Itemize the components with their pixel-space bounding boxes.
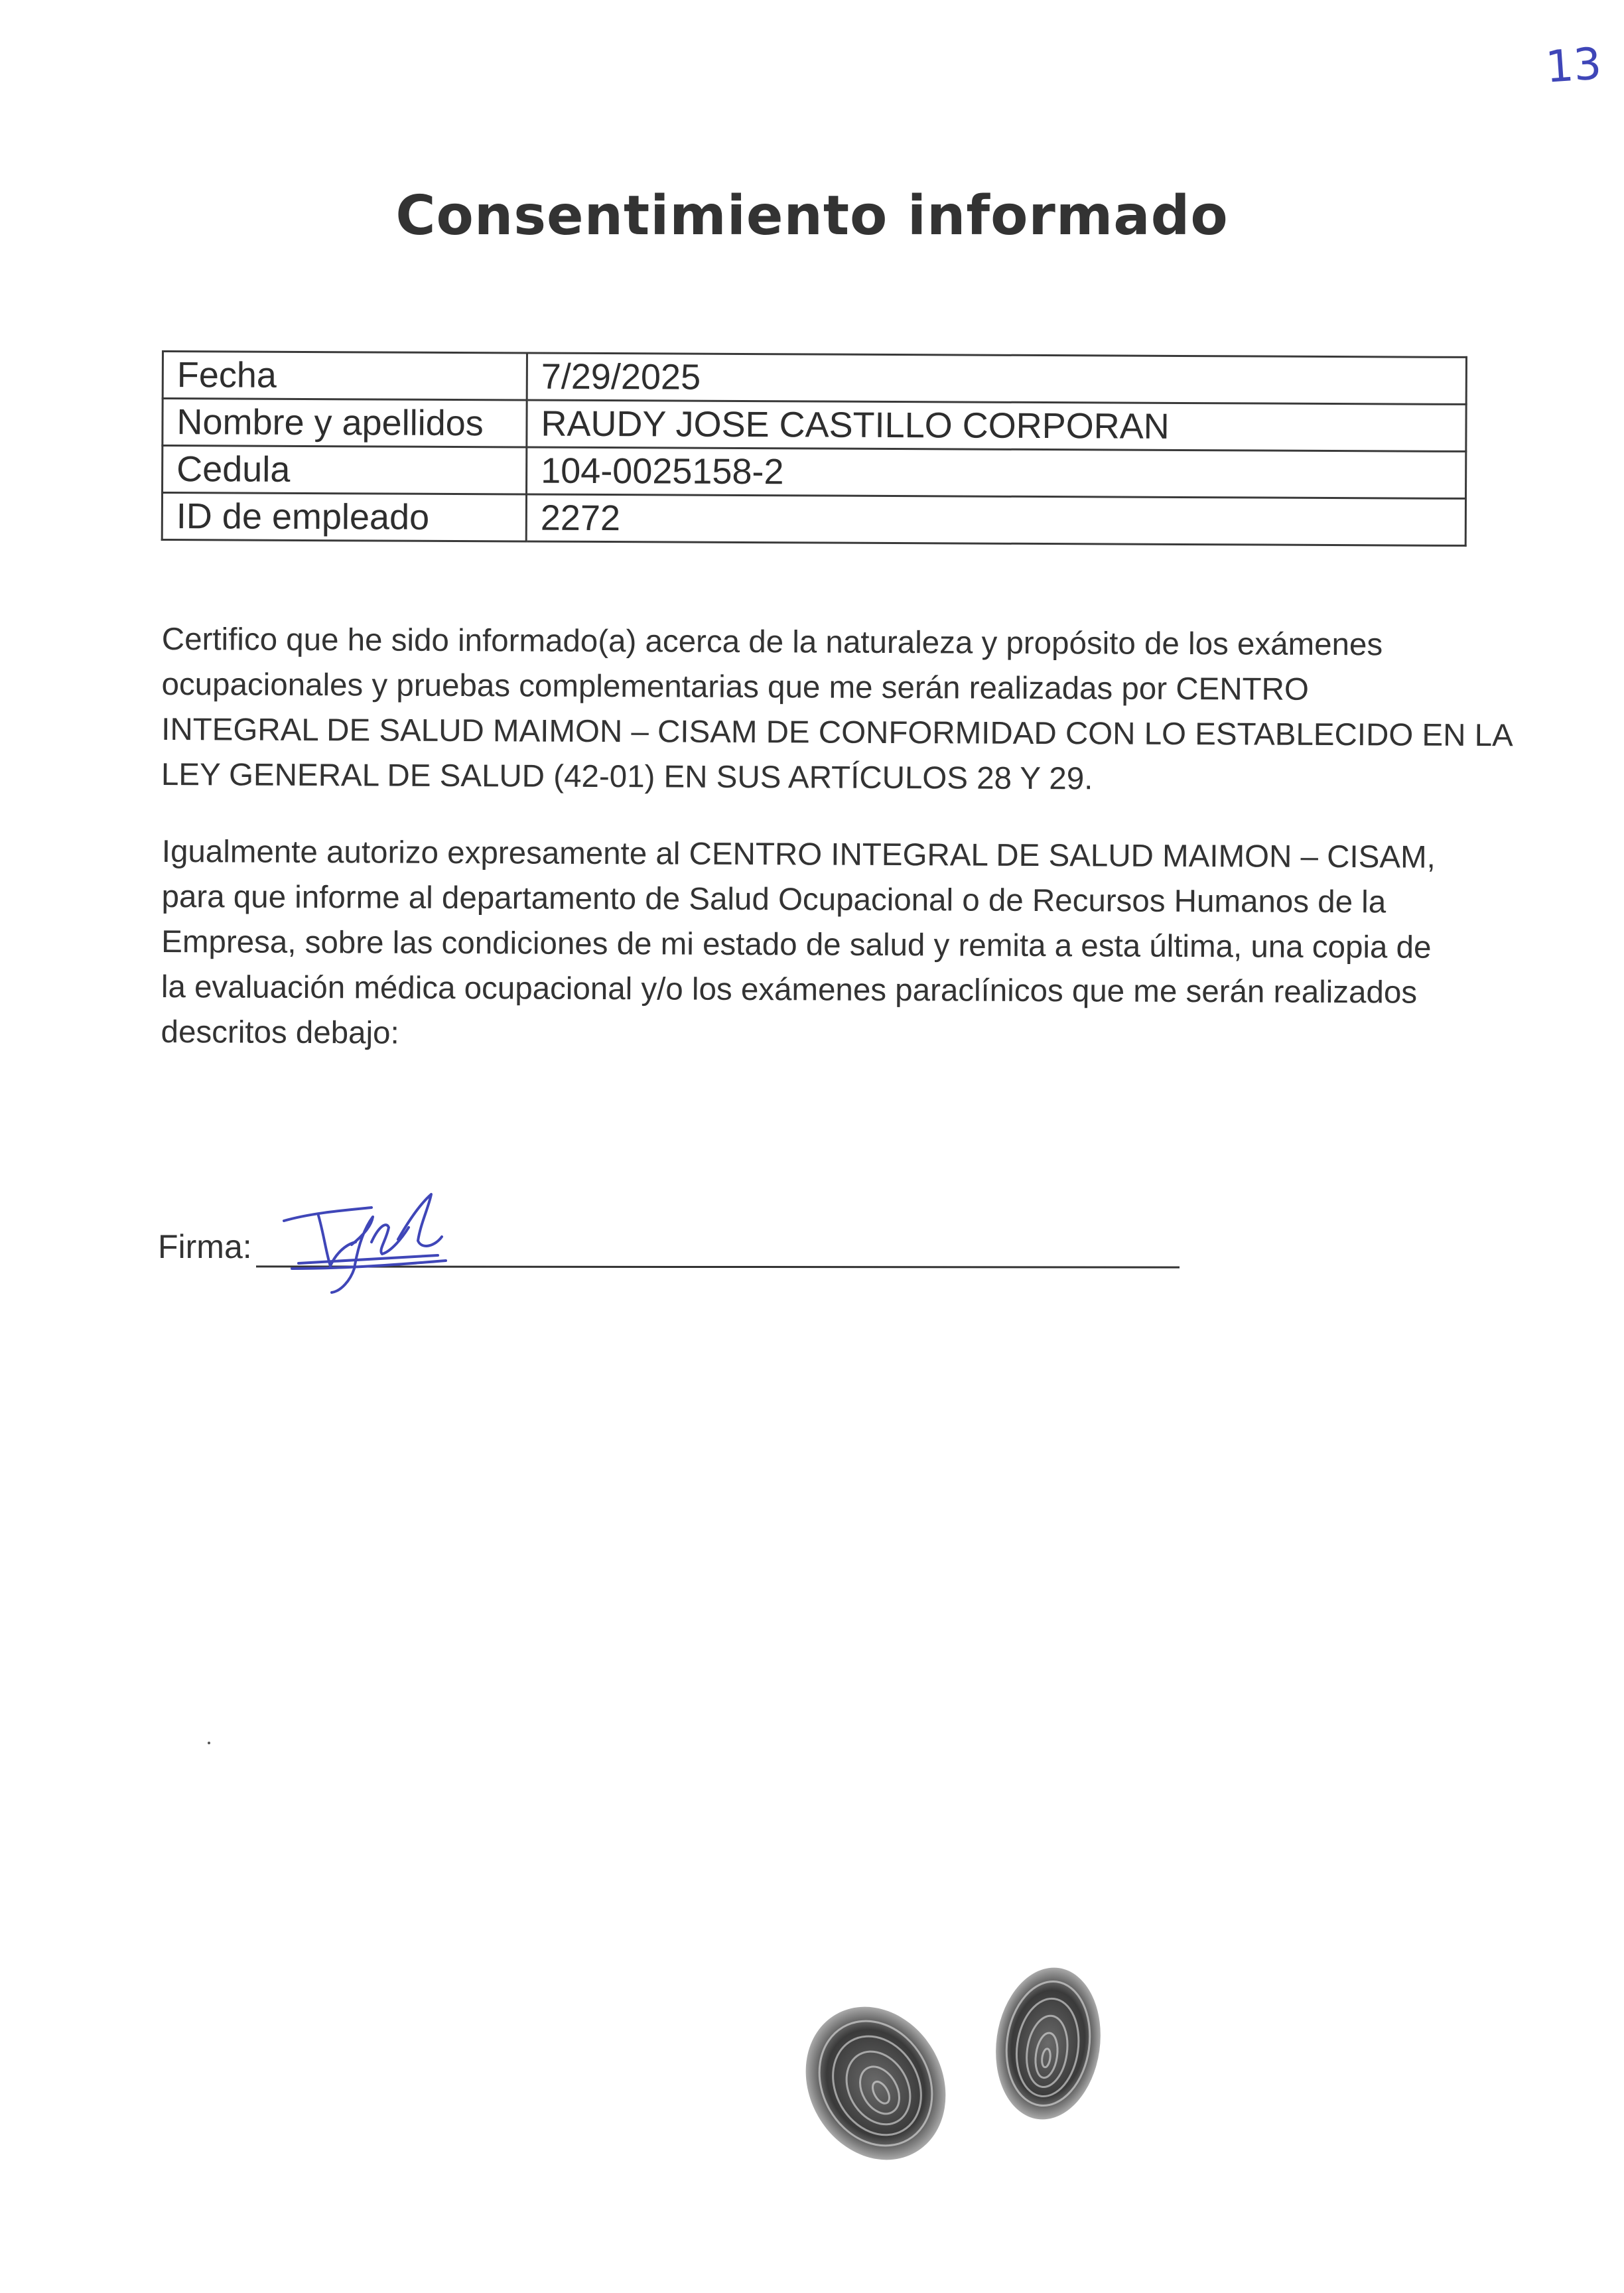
paragraph-line: descritos debajo: (161, 1014, 399, 1051)
paragraph-line: LEY GENERAL DE SALUD (42-01) EN SUS ARTÍCULOS 28 Y 29. (161, 756, 1093, 797)
row-value: 2272 (526, 494, 1465, 545)
row-label: Nombre y apellidos (163, 399, 527, 447)
fingerprint-marks (789, 1951, 1134, 2163)
paragraph-line: INTEGRAL DE SALUD MAIMON – CISAM DE CONFORMIDAD CON LO ESTABLECIDO EN LA (161, 711, 1513, 754)
paragraph-line: ocupacionales y pruebas complementarias que me serán realizadas por CENTRO (161, 666, 1309, 707)
paragraph-line: la evaluación médica ocupacional y/o los exámenes paraclínicos que me serán realizados (161, 969, 1418, 1010)
page-number: 13 (1544, 38, 1603, 93)
row-label: Cedula (163, 446, 527, 494)
document-title: Consentimiento informado (395, 184, 1229, 247)
row-label: ID de empleado (162, 493, 526, 541)
authorization-paragraph (161, 829, 1469, 1061)
handwritten-signature (272, 1181, 458, 1294)
table-row (162, 493, 1465, 546)
certification-paragraph (161, 617, 1513, 803)
row-value: RAUDY JOSE CASTILLO CORPORAN (527, 400, 1466, 451)
table-row (163, 352, 1466, 405)
row-value: 104-0025158-2 (527, 447, 1466, 498)
table-row (163, 446, 1466, 499)
paragraph-line: Empresa, sobre las condiciones de mi estado de salud y remita a esta última, una copia de (161, 924, 1432, 965)
row-label: Fecha (163, 352, 527, 400)
employee-info-table (161, 350, 1467, 547)
row-value: 7/29/2025 (527, 353, 1466, 404)
table-row (163, 399, 1466, 452)
paragraph-line: Igualmente autorizo expresamente al CENTRO INTEGRAL DE SALUD MAIMON – CISAM, (161, 833, 1436, 875)
paragraph-line: Certifico que he sido informado(a) acerca de la naturaleza y propósito de los exámenes (161, 621, 1383, 663)
scan-speck (208, 1742, 210, 1744)
paragraph-line: para que informe al departamento de Salud Ocupacional o de Recursos Humanos de la (161, 878, 1387, 920)
signature-label: Firma: (158, 1228, 252, 1265)
